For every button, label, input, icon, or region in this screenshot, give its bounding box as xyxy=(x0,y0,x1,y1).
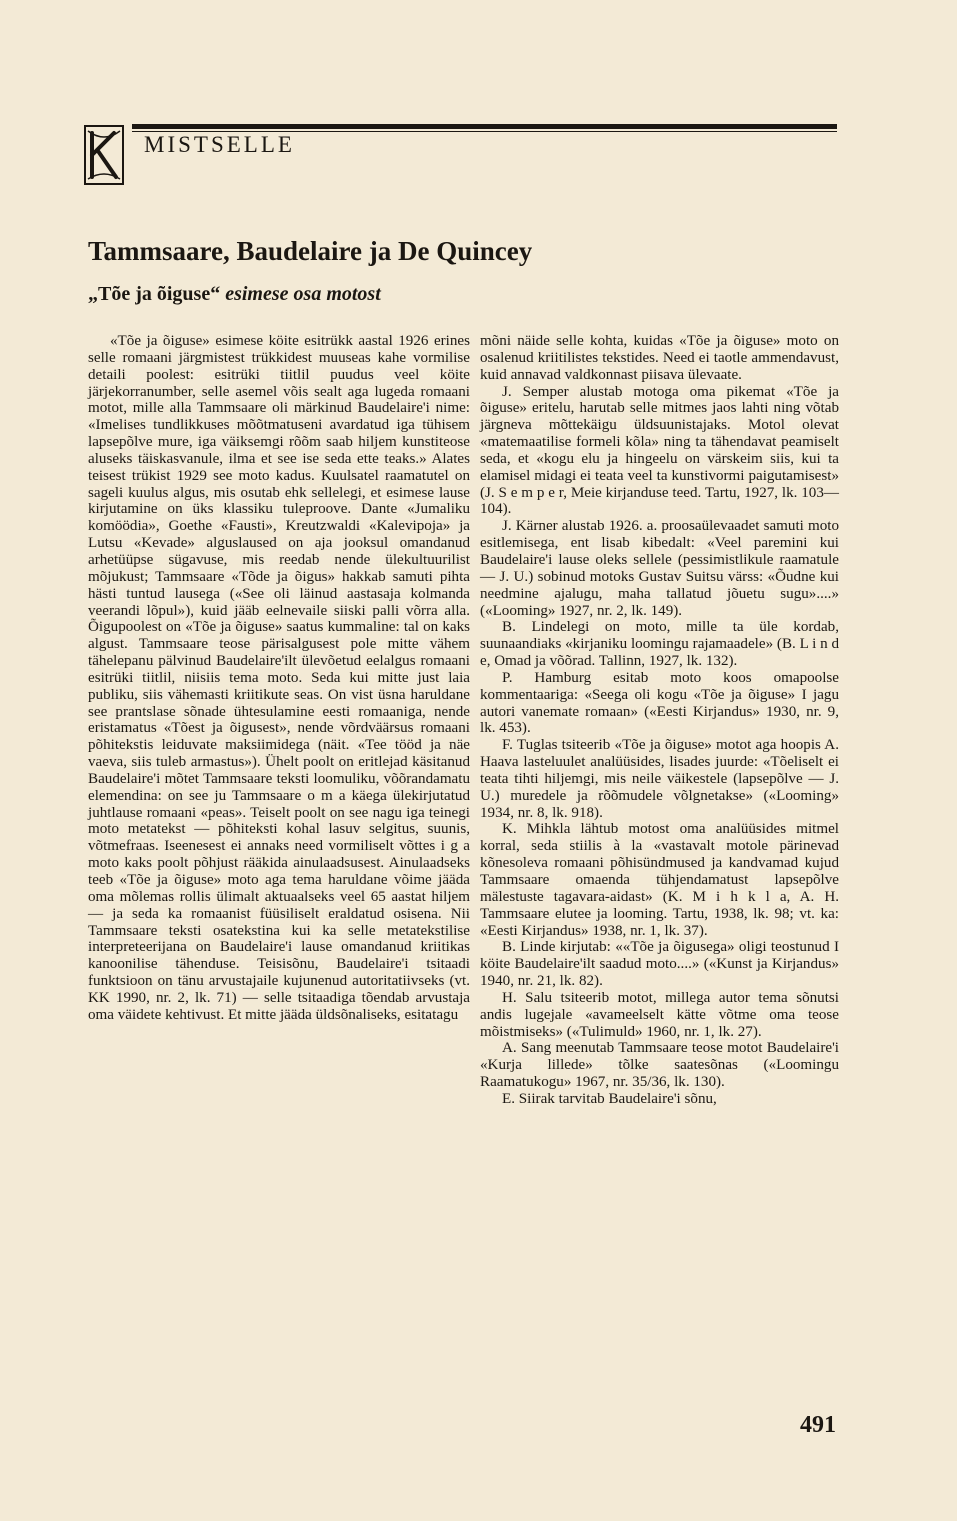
subtitle-rest: esimese osa motost xyxy=(225,283,381,305)
header-rule xyxy=(132,124,837,129)
article-title: Tammsaare, Baudelaire ja De Quincey xyxy=(88,236,533,266)
subtitle-quoted-title: „Tõe ja õiguse“ xyxy=(88,283,221,305)
right-column xyxy=(480,333,839,1108)
paragraph: J. Kärner alustab 1926. a. proosaülevaadet samuti moto esitlemisega, ent lisab kibedalt: «Veel paremini kui Baudelaire'i lause oleks sellele (pessimistlikule raamatule — J. U.) sobinud motoks Gustav Suitsu värss: «Õudne kui needmine ajalugu, maha tallatud jõuetu sugu»....» («Looming» 1927, nr. 2, lk. 149). xyxy=(480,518,839,619)
paragraph: A. Sang meenutab Tammsaare teose motot Baudelaire'i «Kurja lillede» tõlke saatesõnas («Loomingu Raamatukogu» 1967, nr. 35/36, lk. 130). xyxy=(480,1040,839,1091)
paragraph: P. Hamburg esitab moto koos omapoolse kommentaariga: «Seega oli kogu «Tõe ja õiguse» I jagu autori vanemate romaan» («Eesti Kirjandus» 1930, nr. 9, lk. 453). xyxy=(480,669,839,737)
paragraph: H. Salu tsiteerib motot, millega autor tema sõnutsi andis lugejale «avameelselt kätte võtme oma teose mõistmiseks» («Tulimuld» 1960, nr. 1, lk. 27). xyxy=(480,989,839,1040)
paragraph: B. Linde kirjutab: ««Tõe ja õigusega» oligi teostunud I köite Baudelaire'ilt saadud moto....» («Kunst ja Kirjandus» 1940, nr. 21, lk. 82). xyxy=(480,939,839,990)
paragraph: mõni näide selle kohta, kuidas «Tõe ja õiguse» moto on osalenud kriitilistes tekstides. Need ei taotle ammendavust, kuid annavad valdkonnast piisava ülevaate. xyxy=(480,333,839,383)
paragraph: B. Lindelegi on moto, mille ta üle kordab, suunaandiaks «kirjaniku loomingu rajamaadele» (B. L i n d e, Omad ja võõrad. Tallinn, 1927, lk. 132). xyxy=(480,619,839,670)
paragraph: E. Siirak tarvitab Baudelaire'i sõnu, xyxy=(502,1090,717,1107)
paragraph: J. Semper alustab motoga oma pikemat «Tõe ja õiguse» eritelu, harutab selle mitmes jaos lahti ning võtab järgneva mõttekäigu üldsuunistajaks. Motol olevat «matemaatilise formeli kõla» ning ta tähendavat peamiselt seda, et «kogu elu ja hingeelu on värskeim siis, kui ta elamisel midagi ei teata veel ta kunstivormi paigutamisest» (J. S e m p e r, Meie kirjanduse teed. Tartu, 1927, lk. 103—104). xyxy=(480,383,839,518)
paragraph: «Tõe ja õiguse» esimese köite esitrükk aastal 1926 erines selle romaani järgmistest trükkidest muuseas kahe vormilise detaili poolest: esitrüki tiitlil puudus veel köite järjekorranumber, selle asemel võis sealt aga lugeda romaani motot, mille alla Tammsaare oli märkinud Baudelaire'i nime: «Imelises tundlikkuses mõõtmatuseni avardatud iga tühisem lapsepõlve mure, iga väiksemgi rõõm saab hiljem kunstiteose aluseks täiskasvanule, ilma et see ise seda ette teaks.» Alates teisest trükist 1929 see moto kadus. Kuulsatel raamatutel on sageli kuulus algus, mis osutab ehk sellelegi, et esimese lause kirjutamine on üks klassiku tuleproove. Dante «Jumaliku komöödia», Goethe «Fausti», Kreutzwaldi «Kalevipoja» ja Lutsu «Kevade» alguslaused on aja jooksul omandanud arhetüüpse sügavuse, mis reedab nende ülekultuurilist mõjukust; Tammsaare «Tõde ja õigus» hakkab samuti pihta hästi tuntud lausega («See oli läinud aastasaja kolmanda veerandi lõpul»), kuid jääb eelnevaile siiski palli võrra alla. Õigupoolest on «Tõe ja õiguse» saatus kummaline: tal on kaks algust. Tammsaare teose pärisalgusest pole mitte vähem tähelepanu pälvinud Baudelaire'ilt ülevõetud eelalgus romaani esitrüki tiitlil, niisiis tema moto. Seda kui mitte just laia publiku, siis vähemasti kriitikute seas. On vist üsna haruldane see prantslase sõnade ühtesulamine eesti romaaniga, nende eristamatus «Tõest ja õigusest», nende võrdväärsus romaani põhitekstis leiduvate maksiimidega (näit. «Tee tööd ja näe vaeva, siis tuleb armastus»). Ühelt poolt on eritlejad käsitanud Baudelaire'i mõtet Tammsaare teksti loomuliku, võõrandamatu elemendina: on see ju Tammsaare o m a käega ülekirjutatud juhtlause romaani «peas». Teiselt poolt on see nagu iga teinegi moto metatekst — põhiteksti kohal lasuv selgitus, suunis, võtmefraas. Iseenesest ei annaks need vormiliselt võttes i g a moto kaks poolt põhjust rääkida ainulaadsusest. Ainulaadseks teeb «Tõe ja õiguse» moto aga tema haruldane võime jääda oma mõlemas rollis ülimalt aktuaalseks veel 65 aastat hiljem — ja seda ka romaanist füüsiliselt eraldatud osisena. Nii Tammsaare teksti osatekstina kui ka selle metatekstilise interpreteerijana on Baudelaire'i lause omandanud kriitikas kanoonilise tähenduse. Teisisõnu, Baudelaire'i tsitaadi funktsioon on tänu arvustajaile kujunenud autoritatiivseks (vt. KK 1990, nr. 2, lk. 71) — selle tsitaadiga tõendab arvustaja oma väidete kehtivust. Et mitte jääda üldsõnaliseks, esitatagu xyxy=(88,333,470,1023)
page-number: 491 xyxy=(800,1412,836,1438)
paragraph: F. Tuglas tsiteerib «Tõe ja õiguse» motot aga hoopis A. Haava lasteluulet analüüsides, lisades juurde: «Tõeliselt ei teata tihti hiljemgi, mis neile väikestele (lapsepõlve — J. U.) muredele ja rõõmudele võlgnetakse» («Looming» 1934, nr. 8, lk. 918). xyxy=(480,737,839,821)
paragraph: K. Mihkla lähtub motost oma analüüsides mitmel korral, seda stiilis à la «vastavalt motole pärinevad kõnesoleva romaani põhisündmused ja kandvamad kujud Tammsaare omaenda tühjendamatust lapsepõlve mälestuste tagavara-aidast» (K. M i h k l a, A. H. Tammsaare elutee ja looming. Tartu, 1938, lk. 98; vt. ka: «Eesti Kirjandus» 1938, nr. 1, lk. 37). xyxy=(480,821,839,939)
article-subtitle xyxy=(88,283,381,306)
ornamental-letter-icon xyxy=(84,125,124,185)
section-title: MISTSELLE xyxy=(144,132,295,157)
left-column xyxy=(88,333,470,1024)
